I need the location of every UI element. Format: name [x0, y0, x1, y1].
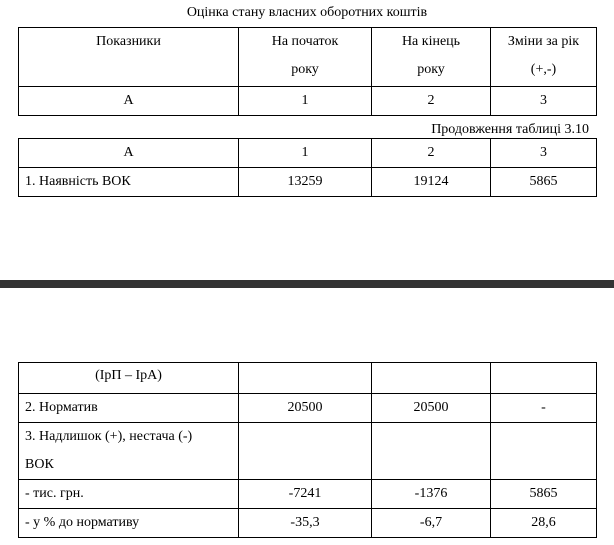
row-label: 1. Наявність ВОК: [19, 168, 239, 197]
header-table: [18, 27, 597, 116]
row-change-value: 28,6: [491, 509, 597, 538]
row-start-value: -7241: [239, 480, 372, 509]
row-label: - тис. грн.: [19, 480, 239, 509]
table-row: [19, 423, 597, 480]
row-label: - у % до нормативу: [19, 509, 239, 538]
table-row: [19, 168, 597, 197]
row-change-value: 5865: [491, 168, 597, 197]
index-cell: 1: [239, 139, 372, 168]
formula-cell: (ІрП – ІрА): [19, 363, 239, 394]
page-gap: [0, 288, 614, 362]
row-label-line1: 3. Надлишок (+), нестача (-): [25, 429, 193, 444]
header-end-of-year: [372, 28, 491, 87]
index-cell: 1: [239, 87, 372, 116]
empty-cell: [239, 363, 372, 394]
index-cell: А: [19, 139, 239, 168]
header-row: [19, 28, 597, 87]
row-start-value: 13259: [239, 168, 372, 197]
lower-table: [18, 362, 597, 538]
table-row: [19, 509, 597, 538]
row-start-value: 20500: [239, 394, 372, 423]
empty-cell: [372, 423, 491, 480]
row-start-value: -35,3: [239, 509, 372, 538]
row-label-line2: ВОК: [25, 457, 54, 472]
page-break-bar: [0, 280, 614, 288]
index-cell: 2: [372, 139, 491, 168]
row-end-value: 20500: [372, 394, 491, 423]
row-end-value: -6,7: [372, 509, 491, 538]
row-end-value: -1376: [372, 480, 491, 509]
header-end-line2: року: [417, 62, 445, 77]
empty-cell: [491, 363, 597, 394]
table-row: [19, 480, 597, 509]
header-start-of-year: [239, 28, 372, 87]
header-end-line1: На кінець: [401, 34, 461, 49]
header-start-line2: року: [291, 62, 319, 77]
table-row: [19, 394, 597, 423]
table-row: [19, 363, 597, 394]
continuation-label: Продовження таблиці 3.10: [431, 122, 589, 137]
row-change-value: 5865: [491, 480, 597, 509]
index-cell: 2: [372, 87, 491, 116]
header-change-line1: Зміни за рік: [507, 34, 580, 49]
table-title: Оцінка стану власних оборотних коштів: [186, 5, 428, 20]
row-label: [19, 423, 239, 480]
empty-cell: [372, 363, 491, 394]
empty-cell: [491, 423, 597, 480]
index-row: [19, 139, 597, 168]
row-end-value: 19124: [372, 168, 491, 197]
index-cell: А: [19, 87, 239, 116]
index-cell: 3: [491, 87, 597, 116]
empty-cell: [239, 423, 372, 480]
header-start-line1: На початок: [271, 34, 339, 49]
header-change: [491, 28, 597, 87]
index-row: [19, 87, 597, 116]
index-cell: 3: [491, 139, 597, 168]
row-label: 2. Норматив: [19, 394, 239, 423]
continuation-table: [18, 138, 597, 197]
header-indicators: Показники: [19, 28, 239, 87]
row-change-value: -: [491, 394, 597, 423]
header-change-line2: (+,-): [530, 62, 557, 77]
